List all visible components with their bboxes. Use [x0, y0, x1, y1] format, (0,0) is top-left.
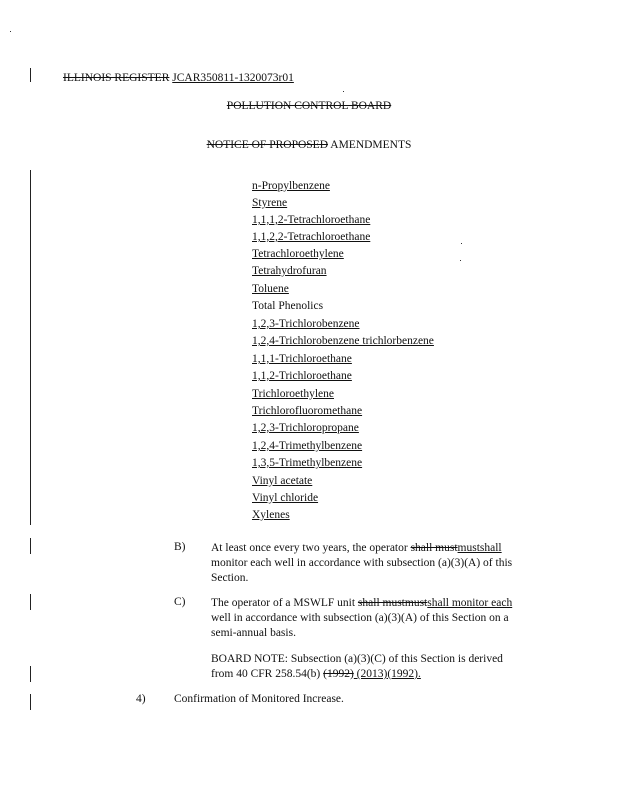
chemical-item: 1,2,4-Trichlorobenzene trichlorbenzene: [252, 335, 434, 347]
chemical-item: 1,1,1,2-Tetrachloroethane: [252, 214, 371, 226]
register-header: [63, 72, 294, 84]
revision-bar: [30, 68, 31, 82]
item-b-line: At least once every two years, the operator shall mustmustshall: [211, 542, 502, 554]
item-b-text: [211, 541, 541, 586]
chemical-item: 1,2,3-Trichloropropane: [252, 422, 359, 434]
scan-speck: [343, 91, 344, 92]
register-id: JCAR350811-1320073r01: [172, 72, 294, 84]
chemical-item: n-Propylbenzene: [252, 180, 330, 192]
board-note: [211, 652, 541, 682]
chemical-item: 1,3,5-Trimethylbenzene: [252, 457, 363, 469]
revision-bar: [30, 694, 31, 710]
item-c-line: semi-annual basis.: [211, 627, 296, 639]
revision-bar: [30, 594, 31, 610]
scan-speck: [10, 31, 11, 32]
chemical-item: Tetrachloroethylene: [252, 248, 344, 260]
chemical-item: Vinyl acetate: [252, 475, 313, 487]
scan-speck: [460, 260, 461, 261]
item-4-heading: Confirmation of Monitored Increase.: [174, 693, 344, 705]
chemical-item: Toluene: [252, 283, 289, 295]
chemical-item: 1,1,2-Trichloroethane: [252, 370, 352, 382]
item-label-b: B): [174, 541, 186, 553]
revision-bar: [30, 170, 31, 525]
chemical-item: Total Phenolics: [252, 300, 324, 312]
revision-bar: [30, 666, 31, 682]
item-b-line: monitor each well in accordance with subsection (a)(3)(A) of this: [211, 557, 513, 569]
item-b-line: Section.: [211, 572, 249, 584]
notice-title: NOTICE OF PROPOSED AMENDMENTS: [206, 139, 412, 151]
scan-speck: [461, 243, 462, 244]
chemical-item: Styrene: [252, 197, 288, 209]
chemical-item: 1,2,3-Trichlorobenzene: [252, 318, 360, 330]
chemical-item: Tetrahydrofuran: [252, 265, 327, 277]
item-label-4: 4): [136, 693, 146, 705]
chemical-item: 1,1,2,2-Tetrachloroethane: [252, 231, 371, 243]
board-note-line: from 40 CFR 258.54(b) (1992) (2013)(1992).: [211, 668, 421, 680]
chemical-item: 1,1,1-Trichloroethane: [252, 353, 352, 365]
chemical-item: 1,2,4-Trimethylbenzene: [252, 440, 363, 452]
item-c-line: well in accordance with subsection (a)(3)(A) of this Section on a: [211, 612, 509, 624]
revision-bar: [30, 538, 31, 554]
item-c-text: [211, 596, 541, 641]
item-label-c: C): [174, 596, 186, 608]
board-note-line: BOARD NOTE: Subsection (a)(3)(C) of this Section is derived: [211, 653, 503, 665]
item-c-line: The operator of a MSWLF unit shall mustmustshall monitor each: [211, 597, 513, 609]
board-name: POLLUTION CONTROL BOARD: [226, 100, 392, 112]
chemical-item: Trichloroethylene: [252, 388, 334, 400]
register-title: ILLINOIS REGISTER: [63, 72, 170, 84]
chemical-item: Trichlorofluoromethane: [252, 405, 363, 417]
chemical-item: Xylenes: [252, 509, 290, 521]
chemical-item: Vinyl chloride: [252, 492, 319, 504]
